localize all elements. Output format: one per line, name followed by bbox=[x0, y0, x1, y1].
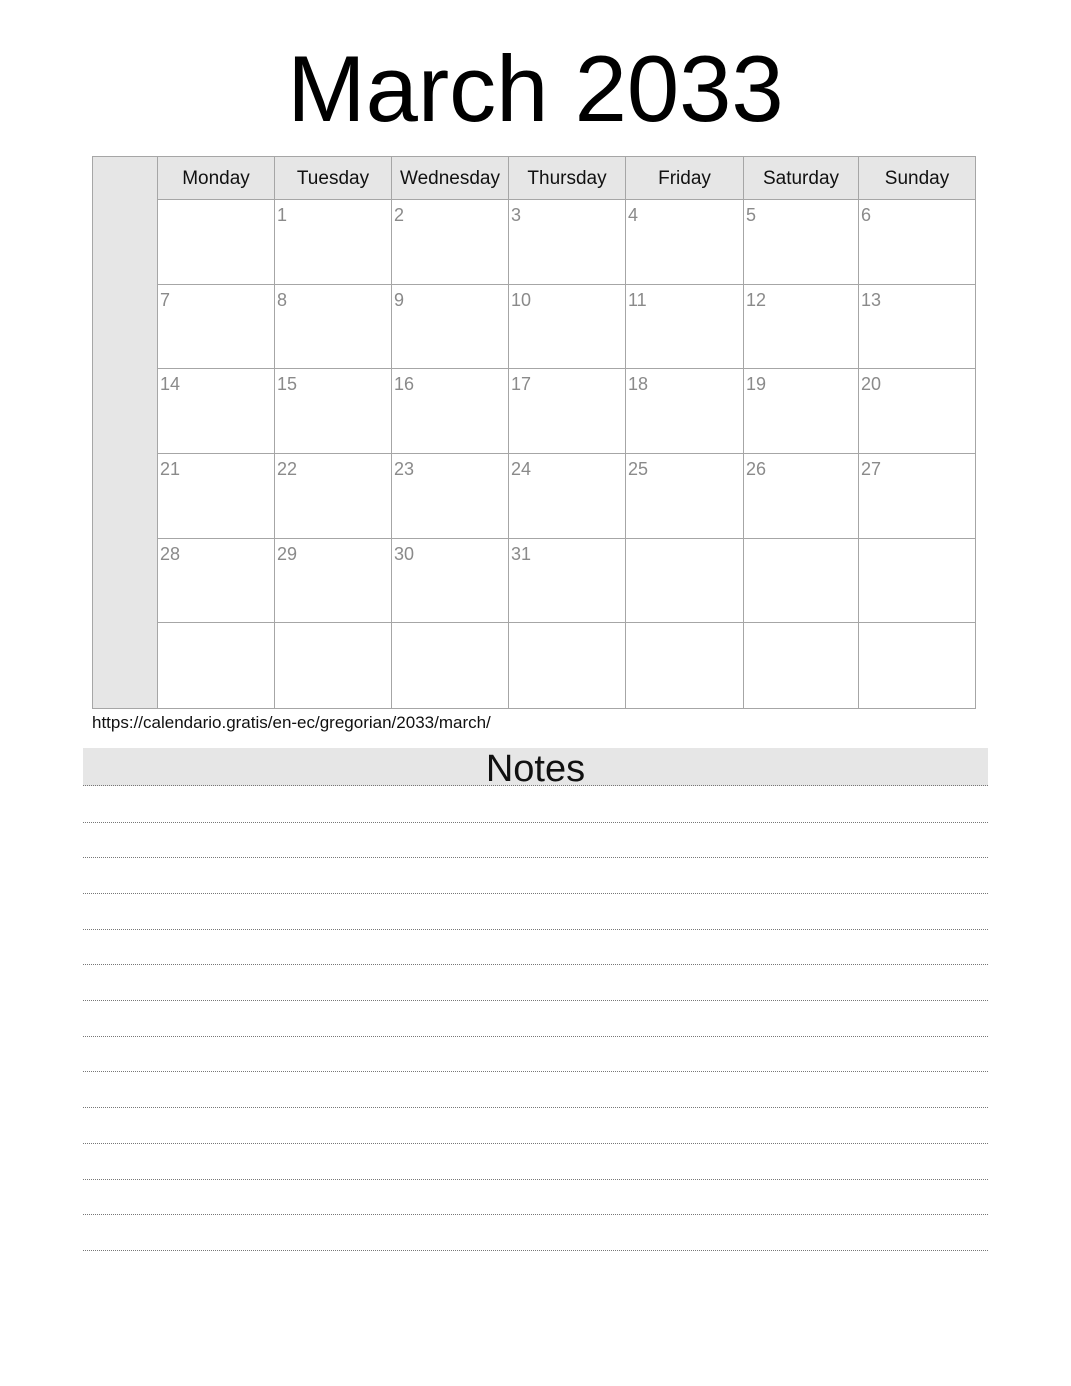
day-number: 15 bbox=[277, 374, 298, 395]
day-number: 28 bbox=[160, 543, 181, 564]
day-cell bbox=[626, 200, 744, 284]
week-row bbox=[158, 623, 975, 708]
day-cell bbox=[275, 539, 392, 623]
note-line bbox=[83, 822, 988, 823]
day-cell bbox=[275, 200, 392, 284]
weekday-wednesday: Wednesday bbox=[392, 157, 509, 199]
day-cell bbox=[509, 285, 626, 369]
day-number: 26 bbox=[746, 458, 767, 479]
day-cell bbox=[392, 285, 509, 369]
day-number: 3 bbox=[511, 205, 522, 225]
note-line bbox=[83, 1143, 988, 1144]
day-cell bbox=[275, 369, 392, 453]
day-number: 25 bbox=[628, 458, 649, 479]
day-number: 19 bbox=[746, 374, 767, 395]
day-number: 23 bbox=[394, 458, 415, 479]
note-line bbox=[83, 1179, 988, 1180]
weekday-monday: Monday bbox=[158, 157, 275, 199]
day-cell bbox=[626, 539, 744, 623]
day-number: 9 bbox=[394, 289, 405, 310]
day-cell bbox=[626, 454, 744, 538]
day-number: 8 bbox=[277, 289, 288, 310]
day-cell bbox=[626, 369, 744, 453]
day-cell bbox=[509, 200, 626, 284]
weekday-saturday: Saturday bbox=[744, 157, 859, 199]
calendar-title: March 2033 bbox=[287, 36, 784, 141]
day-number: 10 bbox=[511, 289, 532, 310]
notes-heading: Notes bbox=[83, 748, 988, 786]
day-cell bbox=[392, 539, 509, 623]
day-number: 21 bbox=[160, 458, 181, 479]
day-cell bbox=[626, 285, 744, 369]
day-number: 31 bbox=[511, 543, 532, 564]
weekday-thursday: Thursday bbox=[509, 157, 626, 199]
week-row bbox=[158, 539, 975, 624]
day-cell bbox=[158, 285, 275, 369]
day-cell bbox=[392, 369, 509, 453]
day-cell bbox=[275, 454, 392, 538]
day-cell bbox=[509, 454, 626, 538]
day-number: 6 bbox=[861, 205, 872, 225]
day-cell bbox=[859, 623, 975, 708]
note-line bbox=[83, 1000, 988, 1001]
day-number: 14 bbox=[160, 374, 181, 395]
week-number-column bbox=[93, 157, 158, 708]
calendar-grid bbox=[92, 156, 976, 709]
day-cell bbox=[392, 200, 509, 284]
weekday-sunday: Sunday bbox=[884, 168, 950, 189]
note-line bbox=[83, 1107, 988, 1108]
day-number: 1 bbox=[277, 205, 288, 225]
day-number: 27 bbox=[861, 458, 882, 479]
week-row bbox=[158, 200, 975, 285]
note-line bbox=[83, 857, 988, 858]
day-cell bbox=[509, 369, 626, 453]
day-cell bbox=[158, 200, 275, 284]
day-number: 12 bbox=[746, 289, 767, 310]
week-row bbox=[158, 454, 975, 539]
day-cell bbox=[859, 454, 975, 538]
weekday-header-row bbox=[158, 157, 975, 200]
day-number: 7 bbox=[160, 289, 171, 310]
day-cell bbox=[158, 539, 275, 623]
weekday-friday: Friday bbox=[626, 157, 744, 199]
day-cell bbox=[744, 454, 859, 538]
note-line bbox=[83, 1036, 988, 1037]
day-cell bbox=[744, 285, 859, 369]
day-cell bbox=[509, 623, 626, 708]
day-cell bbox=[859, 285, 975, 369]
note-line bbox=[83, 1214, 988, 1215]
day-cell bbox=[392, 454, 509, 538]
day-number: 13 bbox=[861, 289, 882, 310]
day-number: 30 bbox=[394, 543, 415, 564]
source-link[interactable]: https://calendario.gratis/en-ec/gregorian/2033/march/ bbox=[92, 713, 491, 732]
day-cell bbox=[509, 539, 626, 623]
day-number: 17 bbox=[511, 374, 532, 395]
day-number: 2 bbox=[394, 205, 405, 225]
day-cell bbox=[744, 369, 859, 453]
weekday-tuesday: Tuesday bbox=[275, 157, 392, 199]
day-number: 22 bbox=[277, 458, 298, 479]
day-cell bbox=[744, 539, 859, 623]
day-number: 24 bbox=[511, 458, 532, 479]
day-cell bbox=[859, 369, 975, 453]
day-number: 16 bbox=[394, 374, 415, 395]
note-line bbox=[83, 929, 988, 930]
day-cell bbox=[626, 623, 744, 708]
day-cell bbox=[859, 539, 975, 623]
week-row bbox=[158, 285, 975, 370]
day-cell bbox=[158, 369, 275, 453]
note-line bbox=[83, 893, 988, 894]
calendar-days bbox=[158, 157, 975, 708]
note-line bbox=[83, 1250, 988, 1251]
day-number: 29 bbox=[277, 543, 298, 564]
day-cell bbox=[392, 623, 509, 708]
day-number: 11 bbox=[628, 289, 647, 310]
day-number: 5 bbox=[746, 205, 757, 225]
day-cell bbox=[275, 623, 392, 708]
week-row bbox=[158, 369, 975, 454]
day-number: 18 bbox=[628, 374, 649, 395]
day-cell bbox=[275, 285, 392, 369]
day-number: 20 bbox=[861, 374, 882, 395]
day-cell bbox=[744, 200, 859, 284]
day-cell bbox=[158, 454, 275, 538]
note-line bbox=[83, 1071, 988, 1072]
day-number: 4 bbox=[628, 205, 639, 225]
day-cell bbox=[158, 623, 275, 708]
note-line bbox=[83, 964, 988, 965]
day-cell bbox=[744, 623, 859, 708]
day-cell bbox=[859, 200, 975, 284]
